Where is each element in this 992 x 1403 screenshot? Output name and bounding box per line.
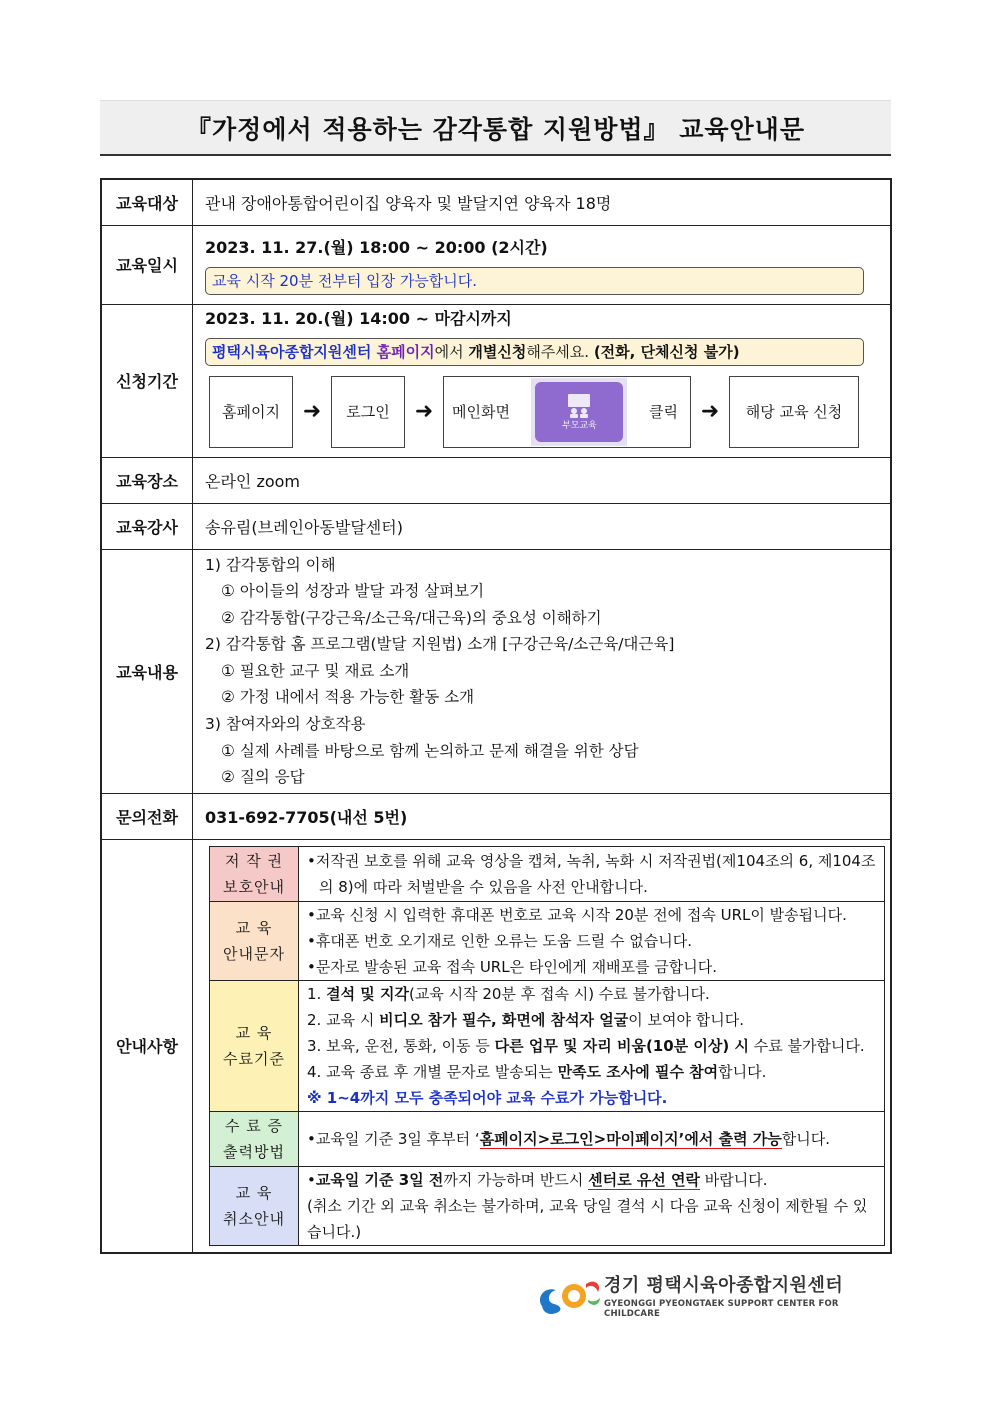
criteria-item [307,1059,878,1085]
criteria-summary: ※ 1~4까지 모두 충족되어야 교육 수료가 가능합니다. [307,1088,668,1107]
step-apply: 해당 교육 신청 [729,376,859,448]
criteria-text: 수료 불가합니다. [748,1036,865,1055]
cancel-bullet: • [307,1170,316,1189]
info-table [100,178,892,1254]
value-place: 온라인 zoom [193,457,892,503]
criteria-item [307,1007,878,1033]
arrow-icon: ➜ [414,399,434,424]
criteria-bold: 다른 업무 및 자리 비움(10분 이상) 시 [494,1036,749,1055]
cancel-contact: 센터로 유선 연락 [588,1170,701,1189]
criteria-num: 3. 보육, 운전, 통화, 이동 등 [307,1036,495,1055]
content-line: ① 실제 사례를 바탕으로 함께 논의하고 문제 해결을 위한 상담 [221,741,639,760]
arrow-icon: ➜ [700,399,720,424]
step-click: 클릭 [649,403,678,421]
content-line: ② 질의 응답 [221,768,305,787]
notice-criteria [210,980,885,1111]
label-content: 교육내용 [101,549,193,793]
criteria-bold: 만족도 조사에 필수 참여 [557,1062,719,1081]
value-contact: 031-692-7705(내선 5번) [193,793,892,839]
certificate-label2: 출력방법 [223,1142,285,1161]
arrow-icon: ➜ [302,399,322,424]
apply-flow [209,376,864,448]
step-homepage: 홈페이지 [209,376,293,448]
cancel-label2: 취소안내 [223,1209,285,1228]
criteria-item [307,1033,878,1059]
certificate-text1: •교육일 기준 3일 후부터 ‘ [307,1129,480,1148]
value-target: 관내 장애아통합어린이집 양육자 및 발달지연 양육자 18명 [193,179,892,225]
row-schedule [101,225,891,304]
row-content [101,549,891,793]
label-place: 교육장소 [101,457,193,503]
criteria-num: 2. 교육 시 [307,1010,380,1029]
criteria-bold: 비디오 참가 필수, 화면에 참석자 얼굴 [379,1010,629,1029]
center-name-english: GYEONGGI PYEONGTAEK SUPPORT CENTER FOR CHILDCARE [604,1299,839,1319]
notice-copyright [210,846,885,901]
criteria-text: (교육 시작 20분 후 접속 시) 수료 불가합니다. [409,984,710,1003]
content-line: ① 필요한 교구 및 재료 소개 [221,661,410,680]
cancel-text [307,1167,878,1193]
parent-education-tile [531,378,627,446]
criteria-label2: 수료기준 [223,1049,285,1068]
criteria-num: 4. 교육 종료 후 개별 문자로 발송되는 [307,1062,558,1081]
cancel-deadline: 교육일 기준 3일 전 [315,1170,444,1189]
sms-item: •휴대폰 번호 오기재로 인한 오류는 도움 드릴 수 없습니다. [307,931,693,950]
apply-note-text: 에서 [434,342,469,361]
copyright-label2: 보호안내 [223,877,285,896]
schedule-note: 교육 시작 20분 전부터 입장 가능합니다. [205,267,864,295]
apply-note-homepage: 홈페이지 [376,342,435,361]
row-contact [101,793,891,839]
row-notice [101,839,891,1253]
step-main: 메인화면 [452,403,510,421]
apply-note-restriction: (전화, 단체신청 불가) [593,342,740,361]
content-line: 1) 감각통합의 이해 [205,555,336,574]
label-notice: 안내사항 [101,839,193,1253]
content-line: ② 가정 내에서 적용 가능한 활동 소개 [221,688,475,707]
classroom-icon [564,392,594,418]
sms-item: •교육 신청 시 입력한 휴대폰 번호로 교육 시작 20분 전에 접속 URL이 발송됩니다. [307,905,847,924]
step-login: 로그인 [331,376,405,448]
row-target [101,179,891,225]
certificate-label1: 수 료 증 [224,1116,283,1135]
cancel-label1: 교 육 [235,1183,273,1202]
criteria-label1: 교 육 [235,1023,273,1042]
criteria-text: 이 보여야 합니다. [628,1010,745,1029]
criteria-item [307,981,878,1007]
value-lecturer: 송유림(브레인아동발달센터) [193,503,892,549]
criteria-num: 1. [307,984,327,1003]
content-line: 3) 참여자와의 상호작용 [205,715,366,734]
cancel-text3: 바랍니다. [700,1170,768,1189]
label-apply: 신청기간 [101,304,193,457]
center-name: 경기 평택시육아종합지원센터 [604,1275,844,1296]
center-logo-icon [534,1272,604,1318]
content-line: ② 감각통합(구강근육/소근육/대근육)의 중요성 이해하기 [221,608,602,627]
certificate-path: 홈페이지>로그인>마이페이지’에서 출력 가능 [479,1129,782,1148]
parent-education-icon [535,382,623,442]
apply-note-text2: 해주세요. [526,342,594,361]
row-lecturer [101,503,891,549]
label-target: 교육대상 [101,179,193,225]
notice-table [209,846,885,1246]
copyright-text: •저작권 보호를 위해 교육 영상을 캡쳐, 녹취, 녹화 시 저작권법(제104조의 6, 제104조의 8)에 따라 처벌받을 수 있음을 사전 안내합니다. [307,851,876,896]
criteria-bold: 결석 및 지각 [326,984,409,1003]
sms-label2: 안내문자 [223,944,285,963]
content-line: ① 아이들의 성장과 발달 과정 살펴보기 [221,582,485,601]
sms-label1: 교 육 [235,918,273,937]
apply-note-individual: 개별신청 [468,342,527,361]
content-list [205,550,890,793]
value-schedule: 2023. 11. 27.(월) 18:00 ~ 20:00 (2시간) [205,237,548,257]
criteria-text: 합니다. [718,1062,767,1081]
notice-certificate [210,1111,885,1166]
row-place [101,457,891,503]
parent-education-label: 부모교육 [562,421,597,431]
notice-sms [210,901,885,980]
page-title: 『가정에서 적용하는 감각통합 지원방법』 교육안내문 [100,100,891,156]
center-logo [534,1272,884,1318]
content-line: 2) 감각통합 홈 프로그램(발달 지원법) 소개 [구강근육/소근육/대근육] [205,635,675,654]
apply-note [205,338,864,366]
apply-note-center: 평택시육아종합지원센터 [212,342,377,361]
value-apply: 2023. 11. 20.(월) 14:00 ~ 마감시까지 [205,308,512,328]
label-schedule: 교육일시 [101,225,193,304]
row-apply [101,304,891,457]
certificate-text3: 합니다. [781,1129,831,1148]
cancel-note: (취소 기간 외 교육 취소는 불가하며, 교육 당일 결석 시 다음 교육 신청이 제한될 수 있습니다.) [307,1196,868,1241]
label-lecturer: 교육강사 [101,503,193,549]
sms-item: •문자로 발송된 교육 접속 URL은 타인에게 재배포를 금합니다. [307,957,718,976]
label-contact: 문의전화 [101,793,193,839]
notice-cancel [210,1166,885,1245]
cancel-text2: 까지 가능하며 반드시 [443,1170,589,1189]
copyright-label1: 저 작 권 [224,851,283,870]
certificate-text [307,1126,878,1152]
step-main-click [443,376,691,448]
